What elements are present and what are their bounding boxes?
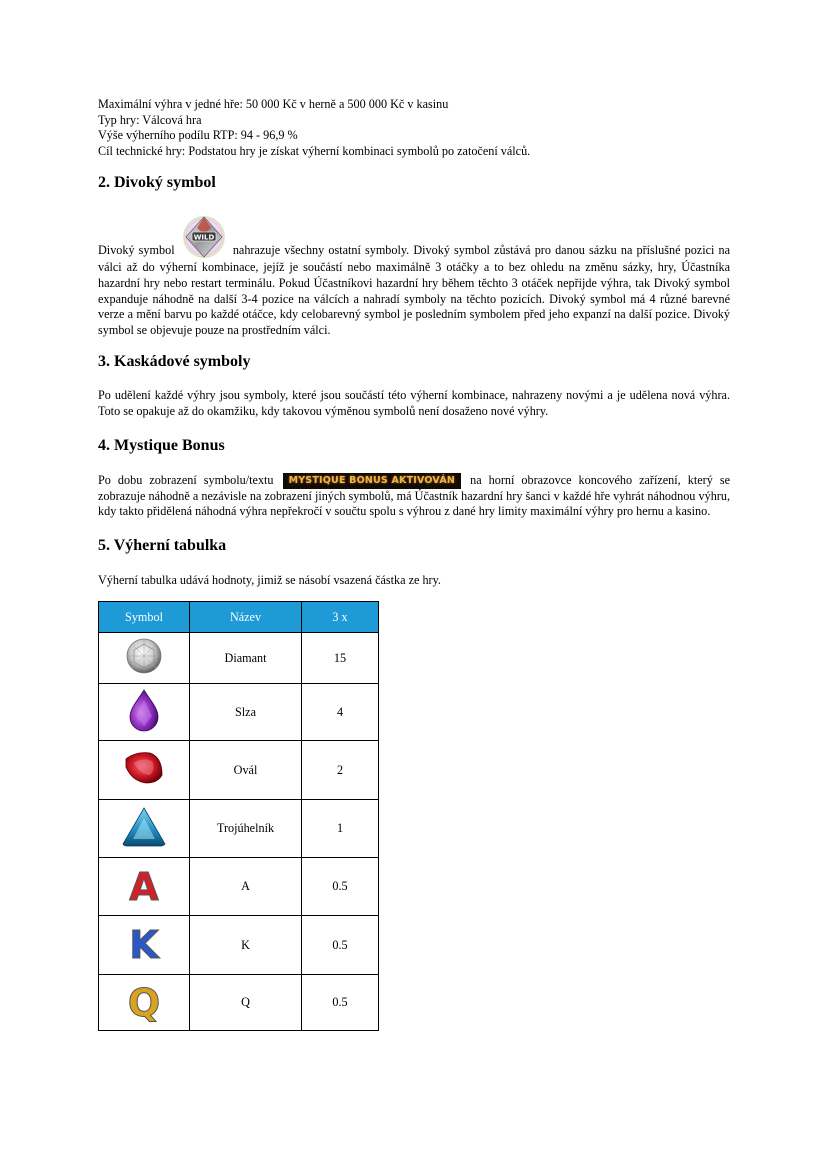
game-goal-line: Cíl technické hry: Podstatou hry je získat výherní kombinaci symbolů po zatočení válců.	[98, 143, 531, 158]
value-cell: 2	[302, 741, 379, 800]
document-page	[98, 96, 730, 1031]
table-row	[99, 916, 379, 975]
table-header-row	[99, 602, 379, 633]
section-paytable	[98, 536, 730, 1032]
symbol-cell	[99, 800, 190, 858]
value-cell: 15	[302, 633, 379, 684]
cascading-paragraph: Po udělení každé výhry jsou symboly, které jsou součástí této výherní kombinace, nahrazeny novými a je udělena nová výhra. Toto se opakuje až do okamžiku, kdy takovou výměnou symbolů není dosaženo nové výhry.	[98, 388, 730, 418]
letter-q-icon: Q	[127, 980, 161, 1025]
wild-symbol-icon	[181, 214, 227, 260]
game-type-line: Typ hry: Válcová hra	[98, 112, 202, 127]
letter-k-icon: K	[129, 923, 159, 968]
symbol-cell	[99, 633, 190, 684]
section-heading: 3. Kaskádové symboly	[98, 353, 251, 371]
symbol-cell	[99, 858, 190, 916]
triangle-gem-icon	[121, 806, 167, 852]
symbol-cell	[99, 975, 190, 1031]
table-row	[99, 800, 379, 858]
column-header-symbol: Symbol	[99, 602, 190, 633]
section-heading: 4. Mystique Bonus	[98, 436, 225, 454]
symbol-cell	[99, 916, 190, 975]
section-heading: 2. Divoký symbol	[98, 174, 216, 192]
column-header-3x: 3 x	[302, 602, 379, 633]
symbol-cell	[99, 741, 190, 800]
name-cell: Q	[190, 975, 302, 1031]
value-cell: 0.5	[302, 975, 379, 1031]
value-cell: 1	[302, 800, 379, 858]
symbol-cell	[99, 684, 190, 741]
value-cell: 0.5	[302, 916, 379, 975]
paytable	[98, 601, 379, 1031]
column-header-name: Název	[190, 602, 302, 633]
svg-text:WILD: WILD	[193, 233, 215, 242]
mystique-bonus-banner: MYSTIQUE BONUS AKTIVOVÁN	[283, 473, 461, 489]
diamond-gem-icon	[125, 637, 163, 679]
section-wild-symbol	[98, 173, 730, 338]
paragraph-text: nahrazuje všechny ostatní symboly. Divoký symbol zůstává pro danou sázku na příslušné pozici na válci až do výherní kombinace, jejíž je součástí nebo maximálně 3 otáčky a to bez ohledu na změnu sázky, hry, Účastníka hazardní hry nebo restart terminálu. Pokud Účastníkovi hazardní hry během těchto 3 otáček nepřijde výhra, tak Divoký symbol expanduje náhodně na další 3-4 pozice na válcích a nahradí symboly na těchto pozicích. Divoký symbol má 4 různé barevné verze a mění barvu po každé otáčce, kdy celobarevný symbol je posledním symbolem před jeho expanzí na další pozice. Divoký symbol se objevuje pouze na prostředním válci.	[98, 243, 731, 337]
name-cell: Diamant	[190, 633, 302, 684]
paragraph-text: na horní obrazovce koncového zařízení, který se zobrazuje náhodně a nezávisle na zobrazení jiných symbolů, má Účastník hazardní hry šanci v každé hře vyhrát náhodnou výhru, kdy takto přidělená náhodná výhra nepřekročí v součtu spolu s výhrou z dané hry limity maximální výhry pro hernu a kasino.	[98, 472, 731, 519]
name-cell: Ovál	[190, 741, 302, 800]
name-cell: K	[190, 916, 302, 975]
paragraph-text: Divoký symbol	[98, 243, 175, 258]
wild-symbol-paragraph	[98, 193, 730, 338]
value-cell: 0.5	[302, 858, 379, 916]
game-info	[98, 97, 730, 159]
letter-a-icon: A	[129, 864, 159, 909]
section-heading: 5. Výherní tabulka	[98, 536, 227, 554]
table-row	[99, 633, 379, 684]
paytable-description: Výherní tabulka udává hodnoty, jimiž se násobí vsazená částka ze hry.	[98, 572, 441, 587]
teardrop-gem-icon	[128, 688, 160, 736]
name-cell: A	[190, 858, 302, 916]
mystique-bonus-paragraph	[98, 473, 730, 520]
table-row	[99, 741, 379, 800]
section-cascading-symbols	[98, 352, 730, 419]
section-mystique-bonus	[98, 436, 730, 520]
table-row	[99, 975, 379, 1031]
name-cell: Trojúhelník	[190, 800, 302, 858]
name-cell: Slza	[190, 684, 302, 741]
table-row	[99, 858, 379, 916]
value-cell: 4	[302, 684, 379, 741]
rtp-line: Výše výherního podílu RTP: 94 - 96,9 %	[98, 128, 298, 143]
oval-gem-icon	[122, 749, 166, 791]
table-row	[99, 684, 379, 741]
max-win-line: Maximální výhra v jedné hře: 50 000 Kč v herně a 500 000 Kč v kasinu	[98, 97, 449, 111]
paragraph-text: Po dobu zobrazení symbolu/textu	[98, 472, 274, 487]
